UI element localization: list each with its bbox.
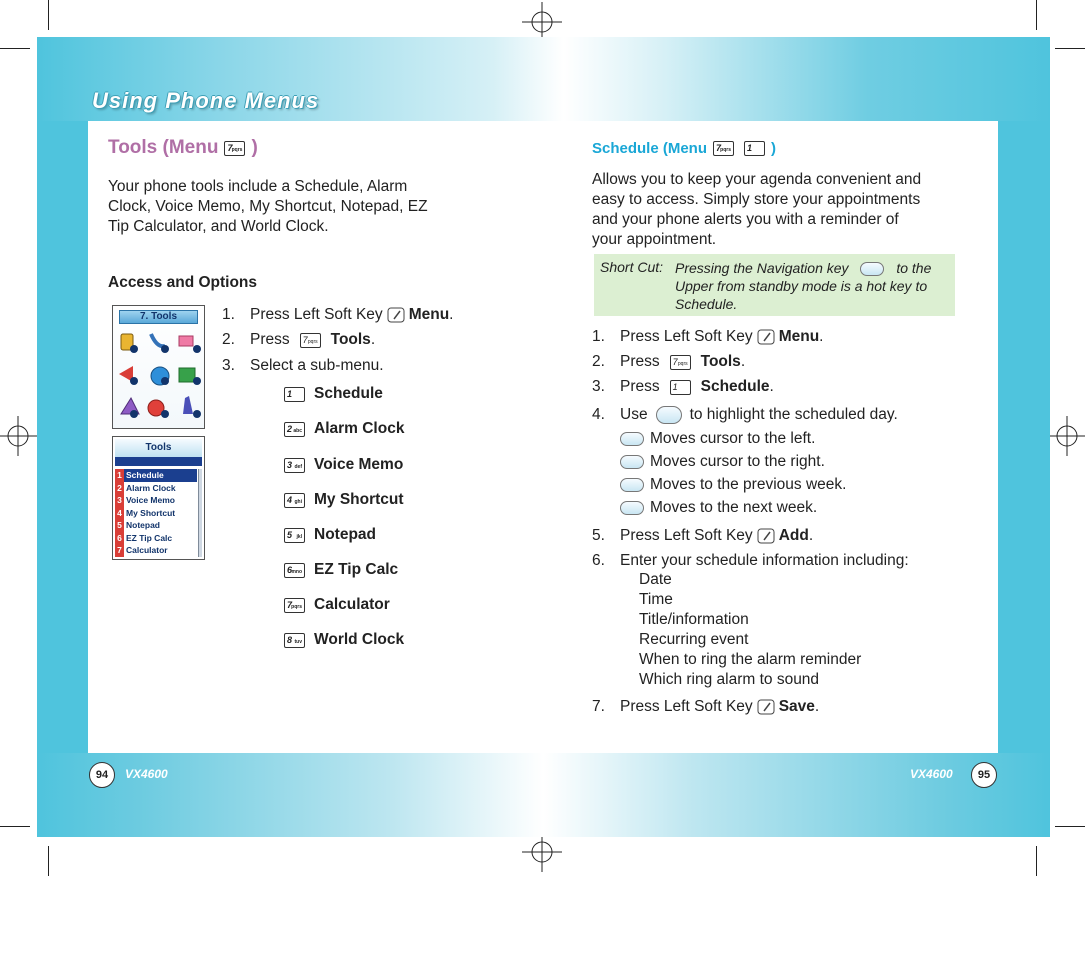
right-margin-band	[998, 121, 1050, 753]
crop-mark	[1036, 0, 1037, 30]
nav-move-item: Moves to the next week.	[620, 499, 817, 517]
submenu-label: Notepad	[314, 526, 376, 543]
tools-list-item	[115, 482, 197, 495]
tools-list-screen	[112, 436, 205, 560]
submenu-label: Schedule	[314, 385, 383, 402]
screen-title: Tools	[115, 439, 202, 457]
tools-list-item	[115, 507, 197, 520]
submenu-label: Voice Memo	[314, 456, 404, 473]
shortcut-text: Pressing the Navigation key to the Upper from standby mode is a hot key to Schedule.	[675, 260, 932, 312]
submenu-item	[284, 561, 398, 579]
registration-mark	[522, 2, 562, 42]
list-label: Calculator	[126, 545, 168, 555]
tools-icon-screen	[112, 305, 205, 429]
submenu-item	[284, 596, 390, 614]
tools-list-item	[115, 544, 197, 557]
tools-list-item	[115, 519, 197, 532]
crop-mark	[0, 826, 30, 827]
model-label-left: VX4600	[125, 767, 168, 781]
key-6-icon: 6 mno	[284, 563, 305, 578]
list-label: Voice Memo	[126, 495, 175, 505]
tools-list-item	[115, 532, 197, 545]
info-item: Which ring alarm to sound	[639, 671, 820, 688]
crop-mark	[1055, 48, 1085, 49]
left-soft-key-icon	[386, 305, 406, 325]
left-step-2: 2. Press 7 pqrs Tools .	[222, 331, 376, 348]
key-7-icon: 7 pqrs	[224, 141, 245, 156]
list-number: 7	[115, 544, 124, 557]
schedule-heading-label: Schedule (Menu	[592, 140, 708, 157]
crop-mark	[48, 0, 49, 30]
key-2-icon: 2 abc	[284, 422, 305, 437]
tools-list-item	[115, 494, 197, 507]
right-step-7: 7. Press Left Soft Key Save .	[592, 698, 820, 715]
navigation-key-icon	[620, 455, 644, 469]
left-soft-key-icon	[756, 697, 776, 717]
key-1-icon: 1	[284, 387, 305, 402]
key-7-icon: 7 pqrs	[670, 355, 691, 370]
scrollbar	[198, 469, 202, 557]
key-7-icon: 7 pqrs	[284, 598, 305, 613]
crop-mark	[1036, 846, 1037, 876]
tools-heading-label: Tools (Menu	[108, 137, 219, 158]
submenu-label: EZ Tip Calc	[314, 561, 399, 578]
list-label: EZ Tip Calc	[126, 532, 173, 543]
schedule-heading-close: )	[771, 140, 777, 157]
submenu-item	[284, 420, 404, 438]
info-item: Time	[639, 591, 673, 608]
list-label: My Shortcut	[126, 507, 176, 518]
left-soft-key-icon	[756, 526, 776, 546]
right-step-5: 5. Press Left Soft Key Add .	[592, 527, 814, 544]
list-number: 4	[115, 507, 124, 520]
tools-icon-grid	[113, 324, 204, 428]
navigation-key-icon	[620, 432, 644, 446]
list-number: 3	[115, 494, 124, 507]
page-number-right: 95	[971, 762, 997, 788]
tools-heading	[108, 137, 258, 159]
left-step-1: 1. Press Left Soft Key Menu .	[222, 306, 454, 323]
page-footer-band	[37, 752, 1050, 837]
crop-mark	[1055, 826, 1085, 827]
submenu-item	[284, 526, 376, 544]
tools-list	[115, 469, 197, 557]
list-number: 5	[115, 519, 124, 532]
tools-list-item	[115, 469, 197, 482]
schedule-intro: Allows you to keep your agenda convenient and easy to access. Simply store your appointments and your phone alerts you with a reminder of your appointment.	[592, 171, 922, 248]
left-margin-band	[37, 121, 88, 753]
tools-intro: Your phone tools include a Schedule, Alarm Clock, Voice Memo, My Shortcut, Notepad, EZ Tip Calculator, and World Clock.	[108, 178, 428, 235]
right-step-6: 6. Enter your schedule information including:	[592, 552, 909, 569]
submenu-item	[284, 456, 403, 474]
schedule-heading	[592, 140, 776, 157]
screen-title: 7. Tools	[119, 310, 198, 324]
shortcut-note	[594, 254, 955, 316]
left-step-3: 3. Select a sub-menu.	[222, 357, 384, 374]
left-soft-key-icon	[756, 327, 776, 347]
shortcut-label: Short Cut:	[600, 259, 664, 275]
crop-mark	[48, 846, 49, 876]
info-item: Title/information	[639, 611, 749, 628]
list-label: Schedule	[126, 470, 164, 480]
nav-move-item: Moves cursor to the left.	[620, 430, 815, 448]
screen-tab-bar	[115, 457, 202, 466]
key-5-icon: 5 jkl	[284, 528, 305, 543]
info-item: Recurring event	[639, 631, 749, 648]
navigation-key-icon	[620, 501, 644, 515]
info-item: Date	[639, 571, 672, 588]
page-number-left: 94	[89, 762, 115, 788]
crop-mark	[0, 48, 30, 49]
right-step-3: 3. Press 1 Schedule .	[592, 378, 774, 395]
navigation-key-icon	[656, 406, 682, 424]
registration-mark	[0, 416, 40, 456]
key-7-icon: 7 pqrs	[713, 141, 734, 156]
model-label-right: VX4600	[910, 767, 953, 781]
registration-mark	[1045, 416, 1085, 456]
nav-move-item: Moves to the previous week.	[620, 476, 846, 494]
submenu-item	[284, 385, 383, 403]
submenu-item	[284, 631, 404, 649]
key-1-icon: 1	[744, 141, 765, 156]
submenu-label: Calculator	[314, 596, 390, 613]
key-7-icon: 7 pqrs	[300, 333, 321, 348]
right-step-4: 4. Use to highlight the scheduled day.	[592, 406, 898, 423]
list-number: 1	[115, 469, 124, 482]
navigation-key-icon	[860, 262, 884, 276]
navigation-key-icon	[620, 478, 644, 492]
submenu-label: My Shortcut	[314, 491, 404, 508]
submenu-item	[284, 491, 404, 509]
list-number: 2	[115, 482, 124, 495]
submenu-label: World Clock	[314, 631, 405, 648]
key-3-icon: 3 def	[284, 458, 305, 473]
access-options-subheading: Access and Options	[108, 274, 258, 291]
list-label: Notepad	[126, 520, 160, 530]
right-step-2: 2. Press 7 pqrs Tools .	[592, 353, 746, 370]
tools-heading-close: )	[251, 137, 258, 158]
nav-move-item: Moves cursor to the right.	[620, 453, 825, 471]
submenu-label: Alarm Clock	[314, 420, 405, 437]
info-item: When to ring the alarm reminder	[639, 651, 862, 668]
page-title: Using Phone Menus	[92, 88, 320, 113]
key-1-icon: 1	[670, 380, 691, 395]
registration-mark	[522, 832, 562, 872]
list-label: Alarm Clock	[126, 482, 176, 493]
key-4-icon: 4 ghi	[284, 493, 305, 508]
key-8-icon: 8 tuv	[284, 633, 305, 648]
list-number: 6	[115, 532, 124, 545]
right-step-1: 1. Press Left Soft Key Menu .	[592, 328, 824, 345]
